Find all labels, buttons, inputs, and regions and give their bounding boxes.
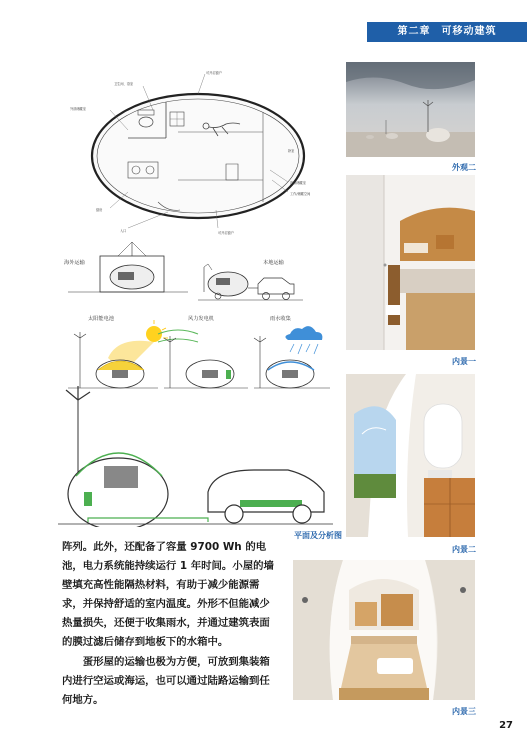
floor-plan <box>70 70 310 235</box>
photo-interior-1 <box>346 175 475 350</box>
plan-label-window-bottom: 可开启窗户 <box>218 231 234 235</box>
chapter-header <box>367 22 527 42</box>
transport-diagram <box>64 242 303 300</box>
caption-interior-3: 内景三 <box>452 707 476 716</box>
plan-label-entry: 入口 <box>120 229 127 233</box>
photo-exterior-2 <box>346 62 475 157</box>
solar-diagram <box>68 320 168 388</box>
ev-charging-diagram <box>58 386 333 527</box>
label-rain: 雨水收集 <box>270 316 291 322</box>
body-text <box>62 538 276 710</box>
plan-label-window-top: 可开启窗户 <box>206 71 222 75</box>
caption-plan-analysis: 平面及分析图 <box>294 531 342 540</box>
caption-exterior-2: 外观二 <box>452 163 476 172</box>
energy-diagrams <box>68 314 330 388</box>
plan-label-kitchen: 厨房 <box>96 208 103 212</box>
plan-analysis-diagram <box>58 52 333 527</box>
plan-label-external-storage: 外部储藏室 <box>70 107 86 111</box>
plan-label-bathroom: 卫生间、浴室 <box>114 82 134 86</box>
label-land-transport: 本地运输 <box>263 260 284 266</box>
page-number: 27 <box>499 720 513 731</box>
plan-label-bedroom: 卧室 <box>288 149 295 153</box>
caption-interior-2: 内景二 <box>452 545 476 554</box>
chapter-title: 第二章 可移动建筑 <box>397 26 497 37</box>
body-paragraph-2: 蛋形屋的运输也极为方便，可放到集装箱内进行空运或海运，也可以通过陆路运输到任何地方。 <box>62 655 270 706</box>
diagram-svg <box>58 52 333 527</box>
label-solar: 太阳能电池 <box>88 316 114 322</box>
wind-diagram <box>158 330 248 388</box>
label-wind: 风力发电机 <box>188 316 214 322</box>
photo-interior-2 <box>346 374 475 537</box>
rain-diagram <box>254 326 330 388</box>
plan-label-work-storage: 工作/储藏空间 <box>290 192 311 196</box>
caption-interior-1: 内景一 <box>452 357 476 366</box>
photo-interior-3 <box>293 560 475 700</box>
body-paragraph-1: 阵列。此外，还配备了容量 9700 Wh 的电池，电力系统能持续运行 1 年时间。小屋的墙壁填充高性能隔热材料，有助于减少能源需求，并保持舒适的室内温度。外形不但能减少热量损失，还便于收集雨水，并通过建筑表面的膜过滤后储存到地板下的水箱中。 <box>62 541 274 649</box>
plan-label-internal-storage: 内部储藏室 <box>290 181 306 185</box>
label-sea-transport: 海外运输 <box>64 260 85 266</box>
